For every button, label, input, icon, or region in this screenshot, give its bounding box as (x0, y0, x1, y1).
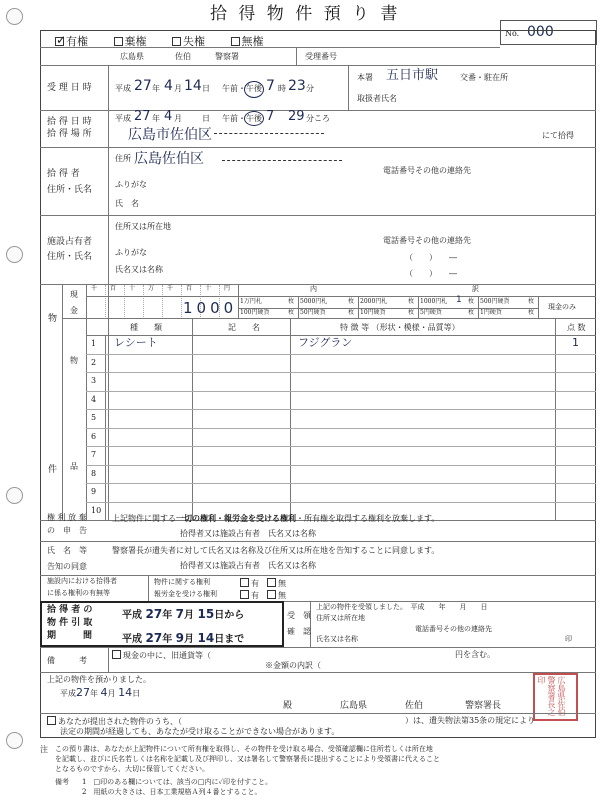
checkbox[interactable] (114, 37, 123, 46)
notes-bikou-1: 1 □印のある欄については、該当の□内に✓印を付すこと。 (82, 778, 273, 786)
finder-label: 拾 得 者 (47, 169, 80, 179)
checkbox[interactable] (240, 578, 249, 587)
receive-name: 氏名又は名称 (316, 635, 358, 643)
cash-only-label: 現金のみ (548, 303, 576, 311)
right-option-kiken[interactable]: 棄権 (114, 35, 147, 48)
header-kind: 種 類 (130, 323, 162, 332)
row-number: 7 (91, 450, 97, 459)
row-number: 4 (91, 394, 97, 404)
section-ken: 件 (48, 465, 58, 475)
remarks-label: 備 考 (47, 656, 87, 665)
checkbox[interactable]: ✓ (56, 33, 67, 47)
period-label-1: 拾 得 者 の (47, 605, 93, 615)
consent-label-2: 告知の同意 (47, 562, 87, 571)
notice-line-1: あなたが提出された物件のうち、（ (47, 716, 182, 727)
right-option-shikken[interactable]: 失権 (172, 35, 205, 48)
header-features: 特 徴 等 （形状・模様・品質等） (340, 323, 460, 332)
checkbox[interactable] (112, 650, 121, 659)
waiver-label-1: 権 利 放 棄 (47, 513, 87, 522)
receipt-minute: 23 (288, 78, 306, 94)
consent-sign: 拾得者又は施設占有者 氏名又は名称 (180, 561, 316, 570)
bill-unit: 枚 (528, 308, 535, 316)
custody-text: 上記の物件を預かりました。 (47, 675, 151, 684)
found-ampm: 午前・午後 (222, 114, 262, 123)
receipt-year: 27 (134, 78, 152, 94)
found-datetime-label: 拾 得 日 時 (47, 117, 92, 127)
digit-label: 千 (167, 285, 174, 292)
bill-label: 100円硬貨 (240, 308, 270, 316)
found-month-unit: 月 (174, 114, 182, 123)
pm-circle (244, 81, 264, 98)
waiver-text-post: を放棄します。 (384, 514, 440, 523)
notes-label: 注 (40, 745, 48, 754)
redaction (214, 133, 324, 140)
occupant-phone-label: 電話番号その他の連絡先 (383, 236, 471, 245)
bill-unit: 枚 (468, 308, 475, 316)
custody-city: 佐伯 (405, 701, 424, 711)
checkbox[interactable] (172, 37, 181, 46)
bill-label: 2000円札 (360, 298, 388, 305)
checkbox[interactable] (267, 590, 276, 599)
row-number: 5 (91, 413, 97, 422)
phone-paren-template: （ ） ― (405, 253, 457, 262)
bill-label: 5円硬貨 (420, 308, 442, 316)
bill-label: 10円硬貨 (360, 308, 386, 316)
bill-unit: 枚 (408, 308, 415, 316)
office-pref: 広島県 (120, 52, 144, 61)
bill-label: 50円硬貨 (300, 308, 326, 316)
phone-paren-template: （ ） ― (405, 269, 457, 278)
receipt-month: 4 (164, 78, 173, 94)
items-sub-top: 物 (70, 356, 78, 365)
period-to: 平成 27年 9月 14日まで (122, 631, 245, 645)
header-mark: 記 名 (228, 323, 260, 332)
notice-line-1b: ）は、遺失物法第35条の規定により (405, 716, 536, 725)
found-minute: 29 (288, 109, 305, 124)
honsho-value: 五日市駅 (386, 68, 439, 83)
digit-label: 千 (91, 285, 98, 292)
facility-rights-label-1: 施設内における拾得者 (47, 577, 117, 585)
found-place-label: 拾 得 場 所 (47, 129, 92, 139)
facility-rights-label-2: に係る権利の有無等 (47, 589, 110, 597)
digit-label: 百 (110, 285, 117, 292)
bill-unit: 枚 (528, 298, 535, 305)
redaction (222, 160, 342, 161)
header-count: 点 数 (567, 323, 586, 332)
item-features: フジグラン (298, 336, 353, 349)
digit-header (86, 285, 238, 295)
bill-label: 5000円札 (300, 298, 328, 305)
receipt-ampm: 午前・午後 (222, 84, 262, 93)
cash-label-kin: 金 (70, 306, 78, 315)
found-hour: 7 (266, 109, 275, 124)
koban-label: 交番・駐在所 (460, 73, 508, 82)
number-label: No. (505, 29, 520, 38)
found-year-unit: 年 (152, 114, 160, 123)
item-count: 1 (572, 336, 579, 349)
finder-address-name-label: 住所・氏名 (47, 185, 93, 195)
finder-name-label: 氏 名 (115, 199, 139, 208)
bill-label: 1000円札 (420, 298, 448, 305)
binder-hole-4 (6, 732, 23, 749)
notes-bikou-2: 2 用紙の大きさは、日本工業規格Ａ列４番とすること。 (82, 788, 262, 796)
breakdown-label: 内 (310, 285, 317, 293)
remarks-text: 現金の中に、旧通貨等（ (112, 650, 211, 661)
number-value: 000 (527, 24, 554, 40)
binder-hole-2 (6, 246, 23, 263)
digit-label: 万 (148, 285, 155, 292)
receipt-month-unit: 月 (174, 84, 182, 93)
breakdown-label-2: 訳 (472, 285, 479, 293)
digit-label: 十 (129, 285, 136, 292)
row-number: 8 (91, 468, 97, 478)
row-number: 6 (91, 431, 97, 441)
custody-tono: 殿 (283, 701, 293, 711)
receive-label-1: 受 領 (287, 611, 311, 620)
receive-label-2: 確 認 (287, 627, 311, 636)
binder-hole-1 (6, 8, 23, 25)
section-mono: 物 (48, 314, 58, 324)
bill-unit: 枚 (348, 298, 355, 305)
finder-phone-label: 電話番号その他の連絡先 (383, 166, 471, 175)
receipt-day-unit: 日 (202, 84, 210, 93)
found-place: 広島市佐伯区 (128, 127, 212, 143)
receipt-minute-unit: 分 (306, 84, 314, 93)
bill-unit: 枚 (288, 298, 295, 305)
bill-unit: 枚 (468, 298, 475, 305)
notes-bikou: 備考 (55, 778, 69, 786)
waiver-text-pre: 上記物件に関する (112, 514, 176, 523)
row-number: 10 (91, 505, 102, 515)
period-label-3: 期 間 (47, 631, 93, 641)
consent-text: 警察署長が遺失者に対して氏名又は名称及び住所又は所在地を告知することに同意します。 (112, 546, 440, 555)
notes-text-1: この預り書は、あなたが上記物件について所有権を取得し、その物件を受け取る場合、受領確認欄に住所若しくは所在地 (55, 745, 433, 753)
facility-opt-2: 報労金を受ける権利 (154, 590, 217, 598)
digit-label: 十 (205, 285, 212, 292)
finder-address: 広島佐伯区 (134, 151, 204, 167)
remarks-breakdown: ※金額の内訳（ (265, 661, 321, 670)
found-suffix: にて拾得 (542, 131, 574, 140)
notice-line-2: 法定の期間が経過しても、あなたが受け取ることができない場合があります。 (60, 727, 340, 736)
bill-grid (238, 297, 538, 318)
bill-count: 1 (456, 295, 462, 305)
bill-unit: 枚 (288, 308, 295, 316)
bill-label: 500円硬貨 (480, 298, 510, 305)
waiver-label-2: の 申 告 (47, 526, 87, 535)
occupant-name-label: 氏名又は名称 (115, 265, 163, 274)
found-day-unit: 日 (202, 114, 210, 123)
item-kind: レシート (114, 336, 158, 349)
custody-pref: 広島県 (340, 701, 368, 711)
receipt-era: 平成 (115, 84, 131, 93)
checkbox[interactable] (47, 716, 56, 725)
items-sub-bottom: 品 (70, 462, 78, 471)
notes-text-3: となるものですから、大切に保管してください。 (55, 765, 209, 773)
occupant-address-name-label: 住所・氏名 (47, 252, 93, 262)
facility-opt-1-choices[interactable]: 有 無 (240, 578, 286, 589)
period-label-2: 物 件 引 取 (47, 618, 93, 628)
bill-unit: 枚 (348, 308, 355, 316)
receipt-number-label: 受理番号 (305, 52, 337, 61)
facility-opt-1: 物件に関する権利 (154, 578, 210, 586)
period-from: 平成 27年 7月 15日から (122, 607, 245, 621)
waiver-text-mid: ・所有権を取得する権利 (296, 514, 384, 523)
row-number: 9 (91, 487, 97, 496)
found-year: 27 (134, 109, 151, 124)
occupant-label: 施設占有者 (47, 237, 93, 247)
handler-label: 取扱者氏名 (357, 94, 397, 103)
document-title: 拾 得 物 件 預 り 書 (210, 4, 401, 24)
honsho-label: 本署 (357, 73, 373, 82)
custody-date: 平成27年 4月 14日 (60, 686, 141, 699)
receipt-hour: 7 (266, 78, 275, 94)
checkbox[interactable] (240, 590, 249, 599)
waiver-sign: 拾得者又は施設占有者 氏名又は名称 (180, 529, 316, 538)
binder-hole-3 (6, 487, 23, 504)
right-option-muken[interactable]: 無権 (231, 35, 264, 48)
custody-chief: 警察署長 (465, 701, 502, 711)
waiver-text-bold: 一切の権利・報労金を受ける権利 (176, 513, 296, 523)
remarks-yen: 円を含む。 (455, 650, 495, 659)
checkbox[interactable] (231, 37, 240, 46)
consent-label-1: 氏 名 等 (47, 546, 87, 555)
office-city: 佐伯 (175, 52, 191, 61)
receipt-year-unit: 年 (152, 84, 160, 93)
found-month: 4 (164, 109, 173, 124)
receive-seal: 印 (565, 635, 572, 643)
occupant-furigana-label: ふりがな (115, 248, 147, 257)
bill-label: 1万円札 (240, 298, 262, 305)
receipt-hour-unit: 時 (278, 84, 286, 93)
row-number: 3 (91, 376, 97, 385)
receive-text: 上記の物件を受領しました。 平成 年 月 日 (316, 603, 488, 611)
checkbox[interactable] (267, 578, 276, 587)
digit-label: 百 (186, 285, 193, 292)
digit-label: 円 (224, 285, 231, 292)
bill-unit: 枚 (408, 298, 415, 305)
notes-text-2: を記載し、並びに氏名若しくは名称を記載し及び押印し、又は署名して警察署長に提出することにより受領書に代えること (55, 755, 440, 763)
receipt-day: 14 (184, 78, 202, 94)
waiver-text (112, 514, 439, 523)
right-option-yuken[interactable]: ✓ 有権 (56, 33, 88, 48)
finder-furigana-label: ふりがな (115, 180, 147, 189)
receive-phone: 電話番号その他の連絡先 (415, 625, 492, 633)
finder-address-label: 住所 (115, 154, 131, 163)
cash-label-gen: 現 (70, 290, 78, 299)
official-seal-text: 広島県佐伯警察署長之印 (537, 676, 566, 716)
office-station: 警察署 (215, 52, 239, 61)
occupant-address-label: 住所又は所在地 (115, 222, 171, 231)
facility-opt-2-choices[interactable]: 有 無 (240, 590, 286, 601)
cash-amount: 1000 (183, 299, 238, 317)
pm-circle (244, 111, 264, 126)
found-time-suffix: 分ころ (306, 114, 330, 123)
receive-address: 住所又は所在地 (316, 614, 365, 622)
found-era: 平成 (115, 114, 131, 123)
bill-label: 1円硬貨 (480, 308, 502, 316)
row-number: 1 (91, 339, 97, 348)
row-number: 2 (91, 357, 97, 367)
receipt-label: 受 理 日 時 (47, 83, 92, 93)
